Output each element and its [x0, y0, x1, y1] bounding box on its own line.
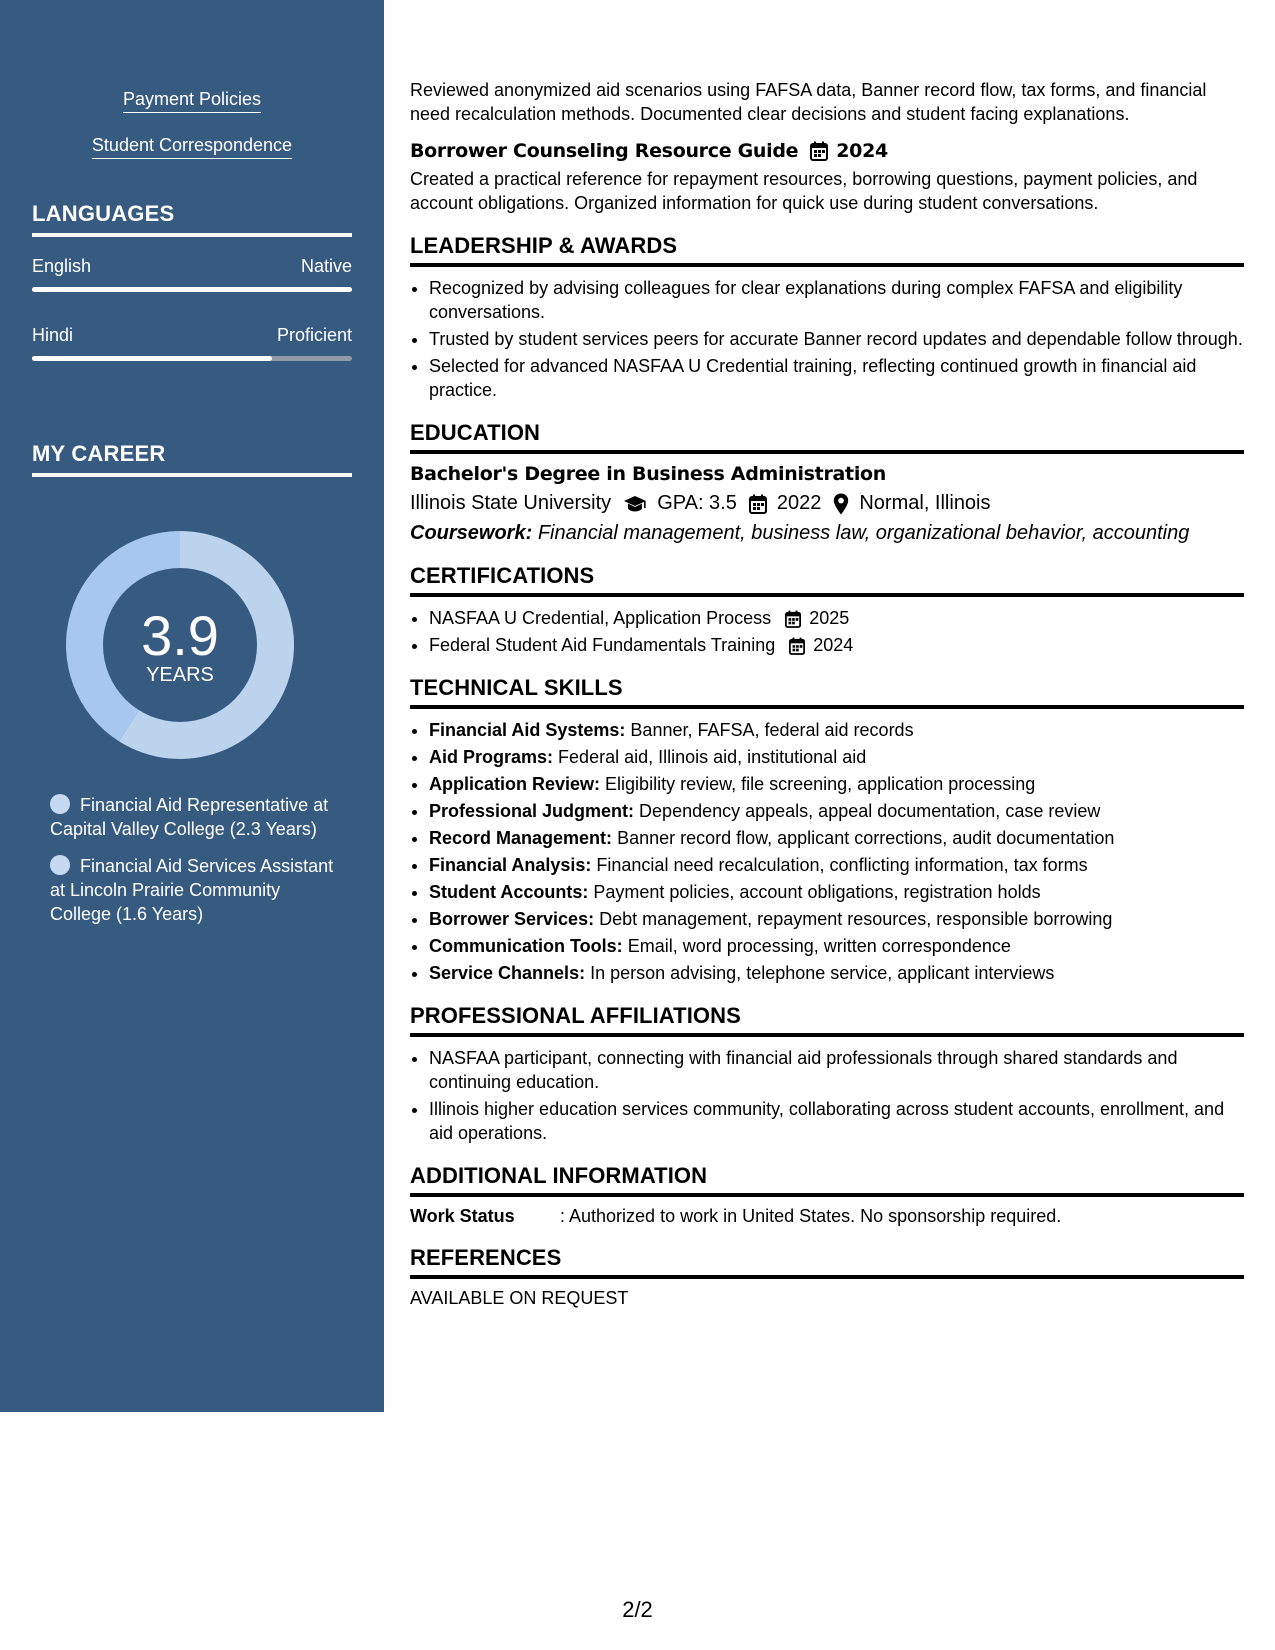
education-location: Normal, Illinois [859, 492, 991, 514]
work-status-row [410, 1206, 1244, 1227]
affiliations-list [410, 1046, 1244, 1145]
skill-label: Application Review: [429, 774, 601, 794]
education-year: 2022 [776, 492, 822, 514]
work-status-label: Work Status [410, 1206, 515, 1226]
education-details [410, 492, 1244, 515]
leadership-list [410, 276, 1244, 402]
calendar-icon [749, 494, 767, 514]
career-donut-chart [66, 531, 294, 759]
list-item: • NASFAA participant, connecting with financial aid professionals through shared standards and continuing education. [429, 1046, 1244, 1094]
language-level: Proficient [276, 325, 352, 345]
certifications-list [410, 606, 1244, 657]
calendar-icon [785, 610, 801, 628]
list-item: • Selected for advanced NASFAA U Credential training, reflecting continued growth in financial aid practice. [429, 354, 1244, 402]
career-legend-dot-icon [50, 855, 70, 875]
career-item-text: Financial Aid Representative at Capital Valley College (2.3 Years) [50, 795, 329, 839]
list-item [429, 907, 1244, 931]
list-item [429, 799, 1244, 823]
list-item [429, 745, 1244, 769]
list-item [429, 772, 1244, 796]
skill-value: Financial need recalculation, conflicting information, tax forms [596, 855, 1088, 875]
coursework-text: Financial management, business law, organizational behavior, accounting [537, 522, 1190, 544]
list-item [429, 880, 1244, 904]
certification-year: 2024 [813, 635, 854, 655]
skill-value: In person advising, telephone service, applicant interviews [590, 963, 1055, 983]
education-degree: Bachelor's Degree in Business Administration [410, 463, 887, 485]
list-item [429, 633, 1244, 657]
education-gpa: GPA: 3.5 [657, 492, 737, 514]
list-item [429, 718, 1244, 742]
skill-label: Aid Programs: [429, 747, 554, 767]
skill-label: Record Management: [429, 828, 613, 848]
languages-heading: LANGUAGES [32, 201, 352, 237]
skill-value: Banner, FAFSA, federal aid records [630, 720, 914, 740]
certifications-heading: CERTIFICATIONS [410, 563, 1244, 597]
list-item [429, 826, 1244, 850]
skills-heading: TECHNICAL SKILLS [410, 675, 1244, 709]
coursework-label: Coursework: [410, 522, 533, 544]
language-name: English [32, 256, 92, 276]
language-english [32, 255, 352, 292]
certification-year: 2025 [809, 608, 850, 628]
graduation-cap-icon [623, 495, 647, 513]
language-proficiency-fill [32, 356, 272, 361]
calendar-icon [810, 141, 828, 161]
sidebar-link-payment-policies[interactable]: Payment Policies [123, 88, 261, 113]
career-item-text: Financial Aid Services Assistant at Lincoln Prairie Community College (1.6 Years) [50, 856, 334, 924]
page-number: 2/2 [622, 1597, 653, 1622]
career-heading: MY CAREER [32, 441, 352, 477]
education-heading: EDUCATION [410, 420, 1244, 454]
skill-value: Debt management, repayment resources, responsible borrowing [599, 909, 1113, 929]
career-years-label: YEARS [146, 664, 214, 686]
project-title: Borrower Counseling Resource Guide [410, 140, 799, 162]
education-school: Illinois State University [410, 492, 612, 514]
skill-label: Service Channels: [429, 963, 586, 983]
certification-name: Federal Student Aid Fundamentals Training [429, 635, 776, 655]
list-item: • Trusted by student services peers for accurate Banner record updates and dependable follow through. [429, 327, 1244, 351]
career-legend-dot-icon [50, 794, 70, 814]
additional-info-heading: ADDITIONAL INFORMATION [410, 1163, 1244, 1197]
skill-label: Financial Aid Systems: [429, 720, 626, 740]
skill-value: Payment policies, account obligations, registration holds [593, 882, 1041, 902]
education-coursework [410, 522, 1244, 545]
career-item [50, 854, 340, 926]
list-item [429, 853, 1244, 877]
language-hindi [32, 324, 352, 361]
calendar-icon [789, 637, 805, 655]
career-total-years: 3.9 [141, 604, 219, 667]
language-proficiency-bar [32, 356, 352, 361]
list-item: • Recognized by advising colleagues for clear explanations during complex FAFSA and eligibility conversations. [429, 276, 1244, 324]
language-proficiency-fill [32, 287, 352, 292]
skill-label: Borrower Services: [429, 909, 595, 929]
skill-value: Banner record flow, applicant corrections, audit documentation [617, 828, 1115, 848]
skill-value: Eligibility review, file screening, application processing [605, 774, 1036, 794]
skill-label: Financial Analysis: [429, 855, 592, 875]
skill-label: Student Accounts: [429, 882, 589, 902]
leadership-heading: LEADERSHIP & AWARDS [410, 233, 1244, 267]
career-list [50, 793, 340, 939]
list-item [429, 961, 1244, 985]
sidebar-links [32, 88, 352, 180]
skill-value: Federal aid, Illinois aid, institutional aid [558, 747, 867, 767]
work-status-value: : Authorized to work in United States. No sponsorship required. [560, 1206, 1062, 1226]
project-year: 2024 [836, 140, 888, 162]
list-item [429, 934, 1244, 958]
location-pin-icon [833, 493, 849, 515]
list-item [429, 606, 1244, 630]
affiliations-heading: PROFESSIONAL AFFILIATIONS [410, 1003, 1244, 1037]
career-item [50, 793, 340, 841]
project-intro-text: Reviewed anonymized aid scenarios using FAFSA data, Banner record flow, tax forms, and financial need recalculation methods. Documented clear decisions and student facing explanations. [410, 80, 1207, 124]
main-content [410, 78, 1244, 1309]
skill-value: Dependency appeals, appeal documentation, case review [639, 801, 1101, 821]
skill-label: Professional Judgment: [429, 801, 635, 821]
language-level: Native [300, 256, 352, 276]
references-heading: REFERENCES [410, 1245, 1244, 1279]
skill-value: Email, word processing, written correspondence [627, 936, 1011, 956]
sidebar [0, 0, 384, 1412]
project-description: Created a practical reference for repayment resources, borrowing questions, payment policies, and account obligations. Organized information for quick use during student conversations. [410, 169, 1198, 213]
sidebar-link-student-correspondence[interactable]: Student Correspondence [92, 134, 292, 159]
certification-name: NASFAA U Credential, Application Process [429, 608, 772, 628]
list-item: • Illinois higher education services community, collaborating across student accounts, enrollment, and aid operations. [429, 1097, 1244, 1145]
references-text: AVAILABLE ON REQUEST [410, 1288, 629, 1308]
language-proficiency-bar [32, 287, 352, 292]
skill-label: Communication Tools: [429, 936, 623, 956]
language-name: Hindi [32, 325, 74, 345]
project-title-row [410, 140, 1244, 162]
skills-list [410, 718, 1244, 985]
